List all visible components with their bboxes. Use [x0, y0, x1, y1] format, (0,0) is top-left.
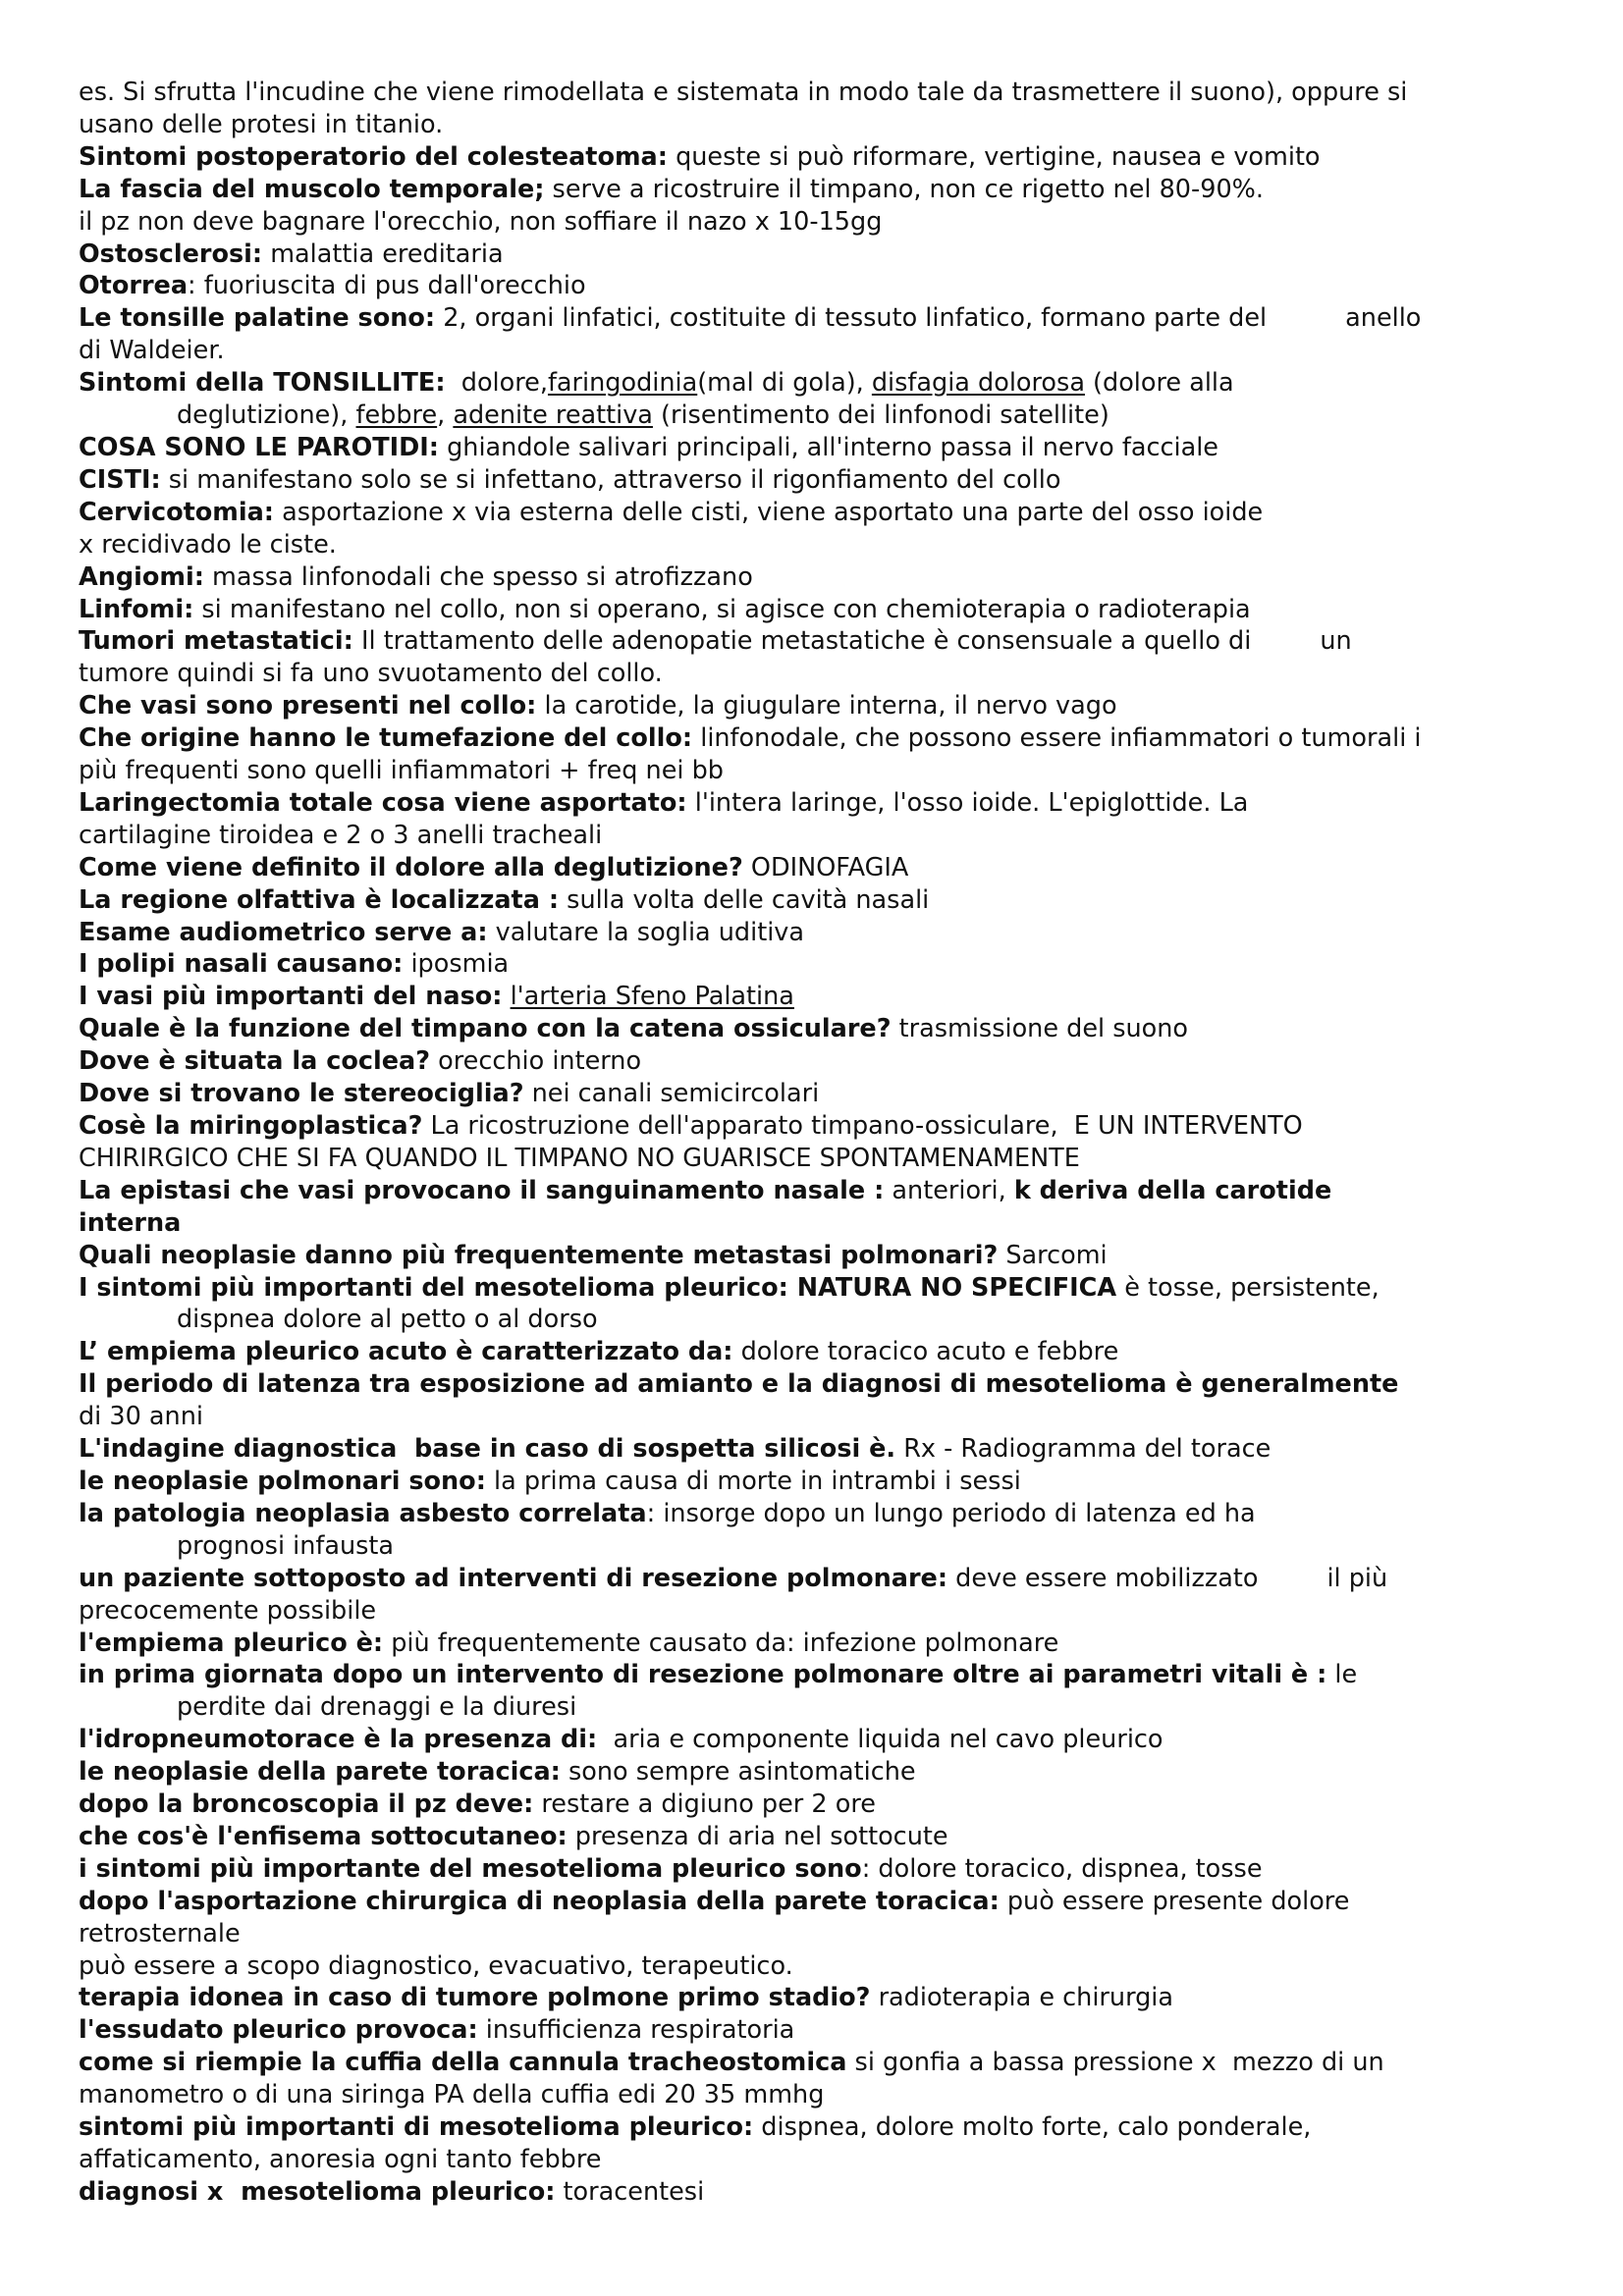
answer: è tosse, persistente,: [1116, 1272, 1380, 1303]
question: Tumori metastatici:: [79, 626, 353, 657]
qa-vasi-naso: [79, 981, 1561, 1013]
question: Come viene definito il dolore alla deglutizione?: [79, 852, 743, 882]
question: Il periodo di latenza tra esposizione ad amianto e la diagnosi di mesotelioma è generalmente: [79, 1369, 1399, 1400]
answer: orecchio interno: [430, 1046, 642, 1077]
qa-cervicotomia-cont: x recidivado le ciste.: [79, 529, 337, 560]
qa-asportazione: [79, 1886, 1561, 1918]
question: Linfomi:: [79, 594, 194, 624]
qa-fascia: [79, 174, 1561, 206]
question: La regione olfattiva è localizzata :: [79, 884, 560, 915]
question: Otorrea: [79, 271, 189, 301]
answer: si manifestano solo se si infettano, attraverso il rigonfiamento del collo: [160, 464, 1061, 495]
question: I sintomi più importanti del mesotelioma pleurico: NATURA NO SPECIFICA: [79, 1272, 1117, 1303]
answer: queste si può riformare, vertigine, nausea e vomito: [667, 141, 1321, 172]
question: COSA SONO LE PAROTIDI:: [79, 432, 439, 462]
answer: radioterapia e chirurgia: [870, 1983, 1173, 2013]
question: L'indagine diagnostica base in caso di sospetta silicosi è.: [79, 1434, 896, 1465]
answer: dolore,: [445, 368, 548, 399]
answer: ODINOFAGIA: [742, 852, 909, 882]
qa-parete-toracica: [79, 1756, 1561, 1789]
answer: restare a digiuno per 2 ore: [533, 1789, 876, 1820]
answer: insufficienza respiratoria: [477, 2015, 795, 2046]
qa-ostosclerosi: [79, 239, 1561, 271]
answer-underlined: adenite reattiva: [453, 400, 653, 431]
answer: deglutizione),: [177, 400, 356, 431]
answer: si gonfia a bassa pressione x mezzo di un: [846, 2048, 1384, 2078]
qa-miringoplastica: [79, 1110, 1561, 1143]
answer: serve a ricostruire il timpano, non ce rigetto nel 80-90%.: [544, 174, 1265, 204]
answer: più frequentemente causato da: infezione polmonare: [383, 1628, 1059, 1658]
answer: (dolore alla: [1084, 368, 1234, 399]
question: un paziente sottoposto ad interventi di resezione polmonare:: [79, 1563, 948, 1593]
answer: nei canali semicircolari: [523, 1079, 820, 1109]
answer-underlined: disfagia dolorosa: [871, 368, 1085, 399]
qa-terapia: [79, 1982, 1561, 2014]
question: CISTI:: [79, 464, 161, 495]
qa-enfisema: [79, 1821, 1561, 1853]
answer: : insorge dopo un lungo periodo di latenza ed ha: [646, 1498, 1256, 1528]
qa-polipi: [79, 948, 1561, 981]
qa-prima-giornata: [79, 1659, 1561, 1691]
qa-asbesto-cont: prognosi infausta: [177, 1530, 395, 1561]
question: i sintomi più importante del mesotelioma pleurico sono: [79, 1853, 862, 1884]
question: la patologia neoplasia asbesto correlata: [79, 1498, 647, 1528]
qa-neoplasie-metastasi: [79, 1240, 1561, 1272]
question: Ostosclerosi:: [79, 239, 263, 269]
qa-otorrea: [79, 270, 1561, 302]
question: Cosè la miringoplastica?: [79, 1111, 423, 1141]
question: Dove è situata la coclea?: [79, 1046, 431, 1077]
answer-end: un: [1320, 626, 1352, 657]
qa-epistasi: [79, 1175, 1561, 1207]
question: La epistasi che vasi provocano il sanguinamento nasale :: [79, 1175, 885, 1205]
qa-olfattiva: [79, 884, 1561, 917]
qa-cuffia: [79, 2047, 1561, 2079]
qa-tonsillite-cont: [79, 400, 1561, 432]
answer-underlined: febbre: [355, 400, 438, 431]
question: I polipi nasali causano:: [79, 949, 404, 980]
document-page: [79, 77, 1561, 2209]
answer: ,: [437, 400, 454, 431]
question: Quale è la funzione del timpano con la catena ossiculare?: [79, 1014, 892, 1044]
question: Le tonsille palatine sono:: [79, 303, 436, 334]
qa-laringectomia: [79, 787, 1561, 820]
question: Angiomi:: [79, 561, 204, 592]
answer: toracentesi: [555, 2176, 705, 2207]
question: l'empiema pleurico è:: [79, 1628, 384, 1658]
question: Cervicotomia:: [79, 497, 275, 527]
answer-end: il più: [1326, 1563, 1388, 1593]
qa-idropneumotorace: [79, 1724, 1561, 1756]
answer: trasmissione del suono: [891, 1014, 1189, 1044]
answer-underlined: l'arteria Sfeno Palatina: [510, 982, 794, 1012]
qa-deglutizione: [79, 852, 1561, 884]
answer: ghiandole salivari principali, all'interno passa il nervo facciale: [439, 432, 1218, 462]
answer: iposmia: [403, 949, 510, 980]
answer: sono sempre asintomatiche: [560, 1757, 916, 1788]
qa-metastatici: [79, 625, 1561, 658]
question: Dove si trovano le stereociglia?: [79, 1079, 524, 1109]
answer: Rx - Radiogramma del torace: [895, 1434, 1271, 1465]
question: che cos'è l'enfisema sottocutaneo:: [79, 1821, 568, 1851]
qa-audiometrico: [79, 917, 1561, 949]
question: le neoplasie della parete toracica:: [79, 1757, 561, 1788]
qa-laringectomia-cont: cartilagine tiroidea e 2 o 3 anelli tracheali: [79, 820, 603, 850]
qa-linfomi: [79, 594, 1561, 626]
question: Sintomi della TONSILLITE:: [79, 368, 446, 399]
qa-angiomi: [79, 561, 1561, 594]
question: Che vasi sono presenti nel collo:: [79, 691, 537, 721]
qa-cuffia-cont: manometro o di una siringa PA della cuffia edi 20 35 mmhg: [79, 2080, 825, 2110]
question: l'essudato pleurico provoca:: [79, 2015, 478, 2046]
answer: aria e componente liquida nel cavo pleurico: [597, 1725, 1163, 1755]
qa-cervicotomia: [79, 497, 1561, 529]
qa-mesotelioma-sintomi-cont: dispnea dolore al petto o al dorso: [177, 1305, 598, 1335]
qa-timpano: [79, 1013, 1561, 1045]
qa-empiema-acuto: [79, 1336, 1561, 1368]
qa-latenza-cont: di 30 anni: [79, 1402, 203, 1432]
answer: presenza di aria nel sottocute: [567, 1821, 948, 1851]
qa-mesotelioma-sintomi: [79, 1272, 1561, 1305]
qa-asportazione-cont: retrosternale: [79, 1918, 241, 1949]
qa-vasi-collo: [79, 690, 1561, 722]
qa-silicosi: [79, 1433, 1561, 1466]
qa-tumefazione: [79, 722, 1561, 755]
qa-colesteatoma: [79, 141, 1561, 174]
answer: Il trattamento delle adenopatie metastatiche è consensuale a quello di: [352, 626, 1252, 657]
question: L’ empiema pleurico acuto è caratterizzato da:: [79, 1337, 733, 1367]
answer: (risentimento dei linfonodi satellite): [652, 400, 1109, 431]
text-line: può essere a scopo diagnostico, evacuativo, terapeutico.: [79, 1950, 793, 1981]
question: La fascia del muscolo temporale;: [79, 174, 545, 204]
answer: : dolore toracico, dispnea, tosse: [861, 1853, 1263, 1884]
question: terapia idonea in caso di tumore polmone primo stadio?: [79, 1983, 871, 2013]
answer: la carotide, la giugulare interna, il nervo vago: [536, 691, 1117, 721]
text-line: il pz non deve bagnare l'orecchio, non soffiare il nazo x 10-15gg: [79, 206, 883, 237]
question: Che origine hanno le tumefazione del collo:: [79, 723, 693, 754]
question: Laringectomia totale cosa viene asportato:: [79, 787, 687, 818]
qa-resezione: [79, 1563, 1561, 1595]
qa-mesotelioma-sintomi3: [79, 2111, 1561, 2144]
question: Esame audiometrico serve a:: [79, 917, 488, 947]
answer: 2, organi linfatici, costituite di tessuto linfatico, formano parte del: [435, 303, 1268, 334]
qa-latenza: [79, 1368, 1561, 1401]
answer: l'intera laringe, l'osso ioide. L'epiglottide. La: [686, 787, 1249, 818]
answer: : fuoriuscita di pus dall'orecchio: [188, 271, 586, 301]
answer-bold: k deriva della carotide: [1013, 1175, 1332, 1205]
qa-resezione-cont: precocemente possibile: [79, 1595, 377, 1626]
text-line: usano delle protesi in titanio.: [79, 109, 444, 139]
answer: si manifestano nel collo, non si operano, si agisce con chemioterapia o radioterapia: [193, 594, 1251, 624]
question: dopo la broncoscopia il pz deve:: [79, 1789, 534, 1820]
question: diagnosi x mesotelioma pleurico:: [79, 2176, 556, 2207]
qa-neoplasie-polmonari: [79, 1466, 1561, 1498]
question: sintomi più importanti di mesotelioma pleurico:: [79, 2112, 754, 2143]
answer: la prima causa di morte in intrambi i sessi: [485, 1466, 1021, 1496]
qa-epistasi-cont: [79, 1207, 1561, 1240]
answer: deve essere mobilizzato: [947, 1563, 1259, 1593]
qa-empiema: [79, 1628, 1561, 1660]
answer: asportazione x via esterna delle cisti, viene asportato una parte del osso ioide: [274, 497, 1264, 527]
qa-tonsillite: [79, 367, 1561, 400]
qa-tumefazione-cont: più frequenti sono quelli infiammatori + freq nei bb: [79, 756, 724, 786]
answer: Sarcomi: [998, 1240, 1108, 1270]
qa-diagnosi: [79, 2176, 1561, 2209]
qa-metastatici-cont: tumore quindi si fa uno svuotamento del collo.: [79, 659, 663, 689]
answer: linfonodale, che possono essere infiammatori o tumorali i: [692, 723, 1422, 754]
qa-tonsille: [79, 302, 1561, 335]
question: l'idropneumotorace è la presenza di:: [79, 1725, 598, 1755]
question: dopo l'asportazione chirurgica di neoplasia della parete toracica:: [79, 1886, 1000, 1916]
qa-stereociglia: [79, 1078, 1561, 1110]
question: le neoplasie polmonari sono:: [79, 1466, 486, 1496]
qa-asbesto: [79, 1498, 1561, 1530]
question: Sintomi postoperatorio del colesteatoma:: [79, 141, 668, 172]
answer: sulla volta delle cavità nasali: [559, 884, 930, 915]
answer-end: anello: [1345, 303, 1422, 334]
qa-miringoplastica-cont: CHIRIRGICO CHE SI FA QUANDO IL TIMPANO NO GUARISCE SPONTAMENAMENTE: [79, 1143, 1080, 1173]
qa-cisti: [79, 464, 1561, 497]
qa-tonsille-cont: di Waldeier.: [79, 336, 225, 366]
answer: dispnea, dolore molto forte, calo ponderale,: [753, 2112, 1312, 2143]
text-line: es. Si sfrutta l'incudine che viene rimodellata e sistemata in modo tale da trasmettere il suono), oppure si: [79, 78, 1408, 107]
answer: valutare la soglia uditiva: [487, 917, 804, 947]
qa-broncoscopia: [79, 1789, 1561, 1821]
answer: [502, 982, 510, 1011]
question: in prima giornata dopo un intervento di resezione polmonare oltre ai parametri vitali è :: [79, 1660, 1327, 1690]
qa-mesotelioma-sintomi2: [79, 1853, 1561, 1886]
answer: (mal di gola),: [697, 368, 872, 399]
answer: può essere presente dolore: [999, 1886, 1350, 1916]
qa-prima-giornata-cont: perdite dai drenaggi e la diuresi: [177, 1692, 577, 1723]
answer: dolore toracico acuto e febbre: [732, 1337, 1119, 1367]
question: come si riempie la cuffia della cannula tracheostomica: [79, 2048, 847, 2078]
answer: malattia ereditaria: [262, 239, 504, 269]
question: Quali neoplasie danno più frequentemente metastasi polmonari?: [79, 1240, 999, 1270]
qa-coclea: [79, 1045, 1561, 1078]
answer-underlined: faringodinia: [547, 368, 698, 399]
answer: anteriori,: [884, 1175, 1014, 1205]
answer: le: [1326, 1660, 1358, 1690]
qa-mesotelioma-sintomi3-cont: affaticamento, anoresia ogni tanto febbre: [79, 2145, 602, 2174]
qa-parotidi: [79, 432, 1561, 464]
answer: massa linfonodali che spesso si atrofizzano: [203, 561, 753, 592]
answer: La ricostruzione dell'apparato timpano-ossiculare, E UN INTERVENTO: [422, 1111, 1303, 1141]
answer-bold: interna: [79, 1207, 182, 1238]
qa-essudato: [79, 2014, 1561, 2047]
question: I vasi più importanti del naso:: [79, 982, 503, 1012]
